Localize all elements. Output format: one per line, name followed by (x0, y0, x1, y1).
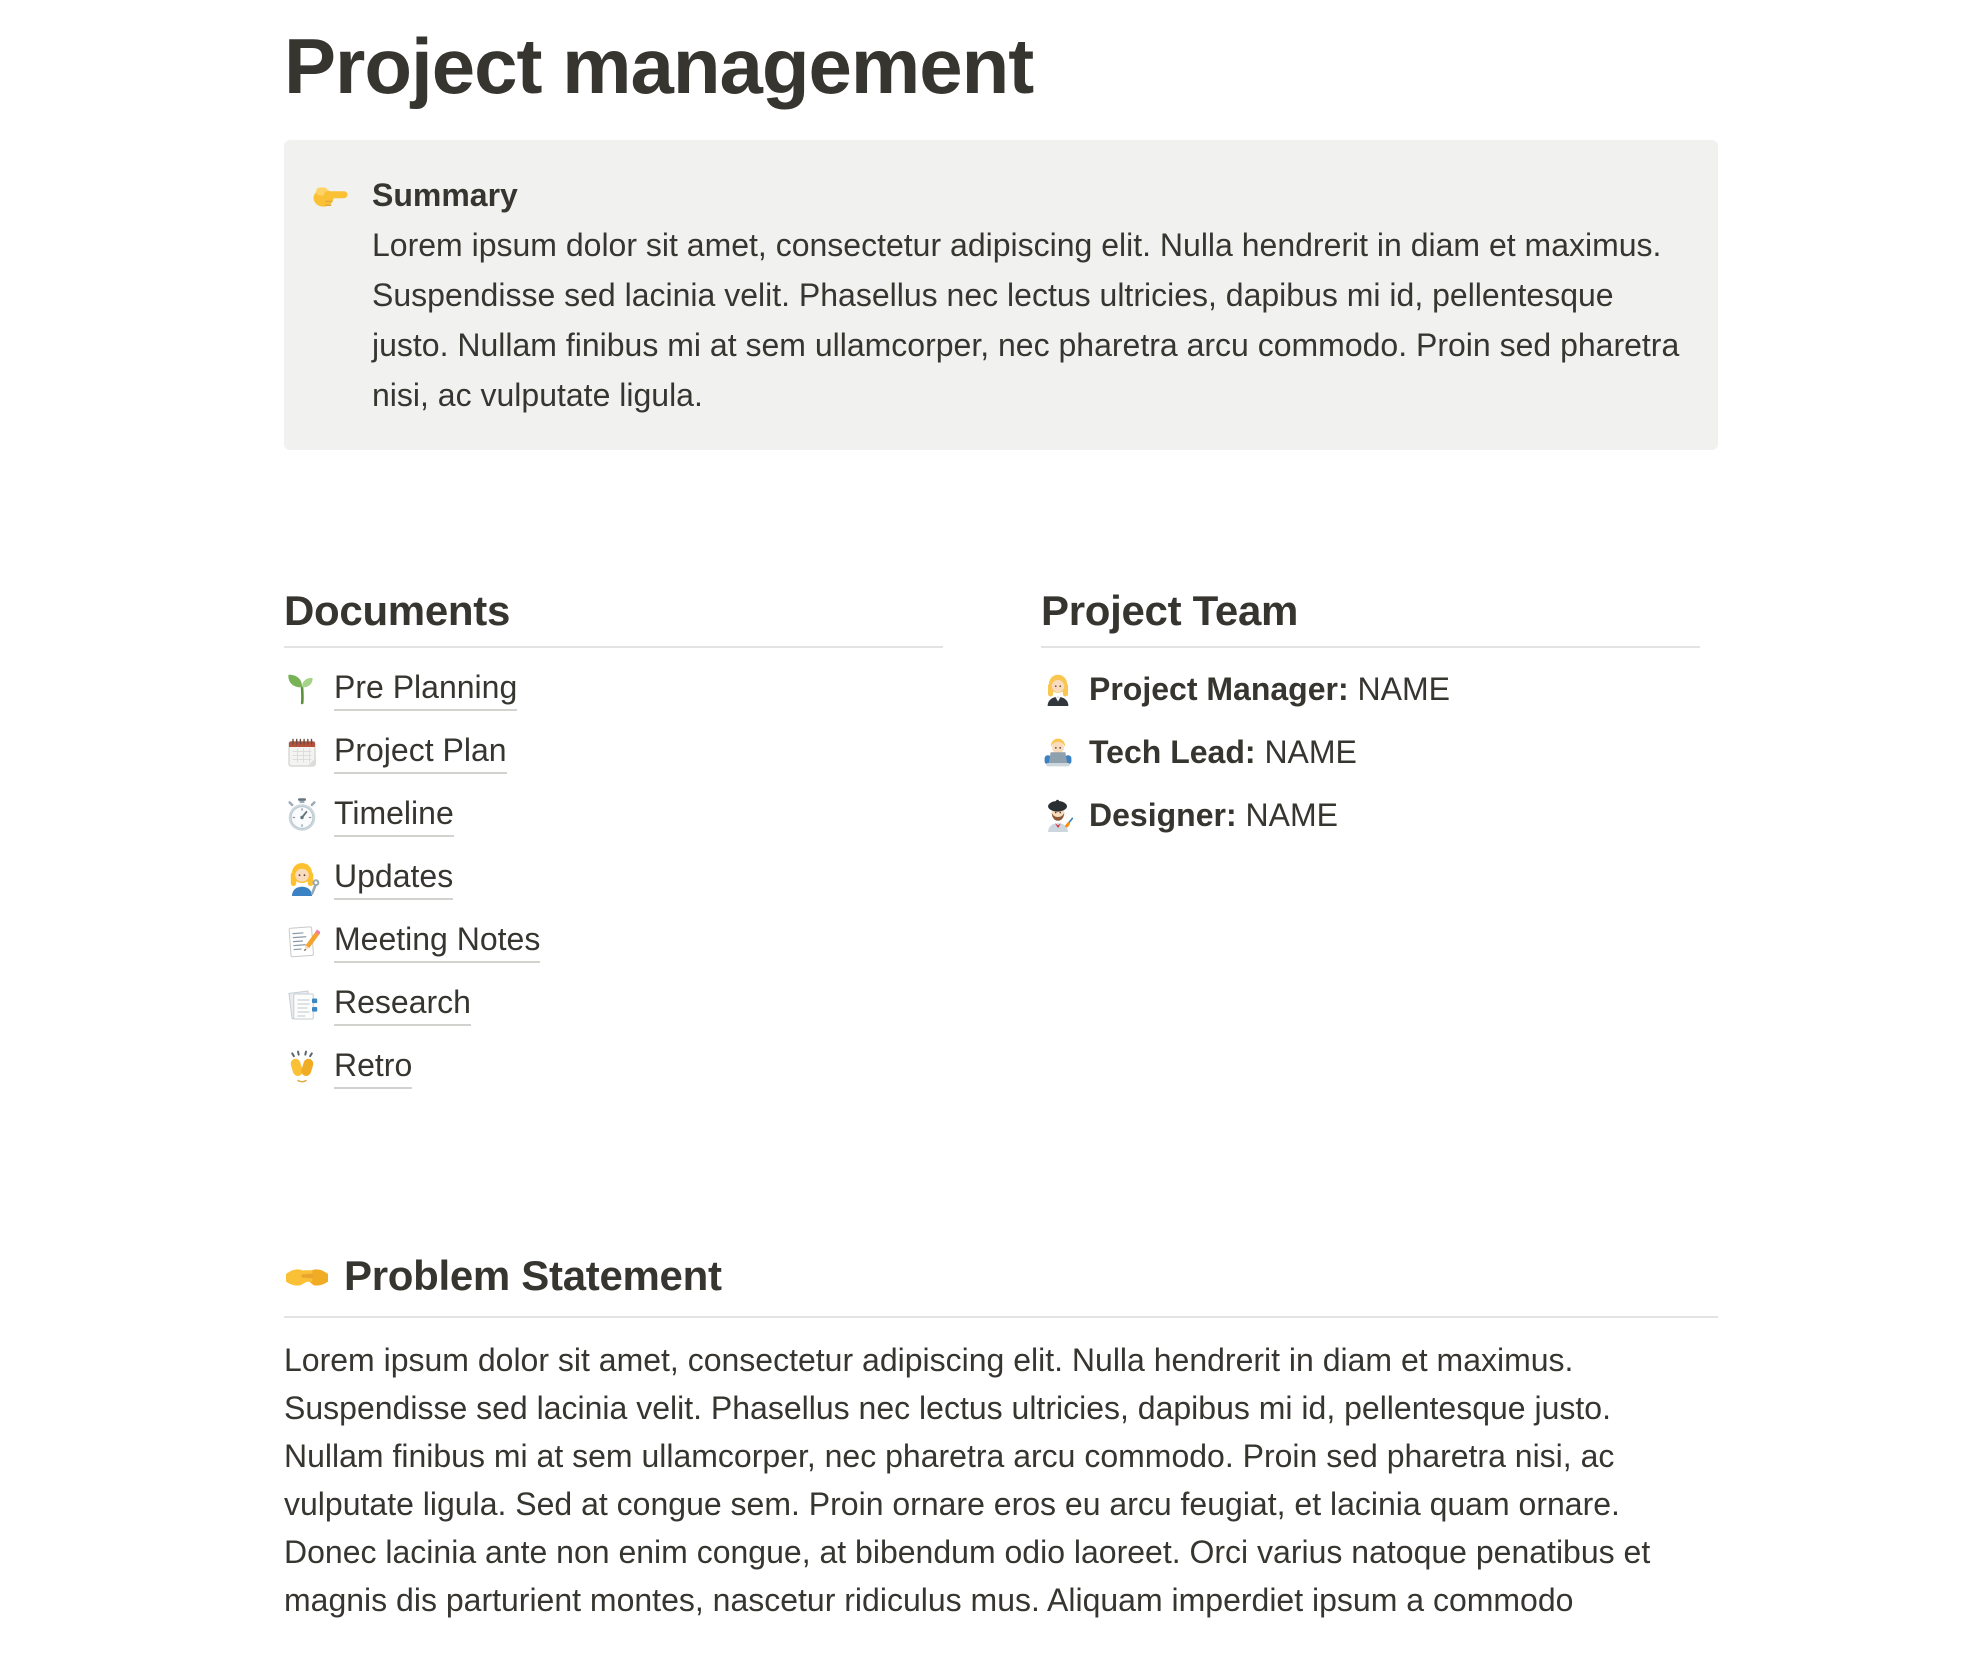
stopwatch-icon (284, 797, 320, 833)
member-role: Project Manager: (1089, 671, 1349, 708)
document-item (284, 973, 943, 1036)
member-name: NAME (1357, 671, 1450, 708)
documents-heading: Documents (284, 586, 511, 634)
seedling-icon (284, 671, 320, 707)
document-item (284, 658, 943, 721)
document-item (284, 910, 943, 973)
problem-statement-body: Lorem ipsum dolor sit amet, consectetur adipiscing elit. Nulla hendrerit in diam et maximus. Suspendisse sed lacinia velit. Phasellus nec lectus ultricies, dapibus mi id, pellentesque justo. Nullam finibus mi at sem ullamcorper, nec pharetra arcu commodo. Proin sed pharetra nisi, ac vulputate ligula. Sed at congue sem. Proin ornare eros eu arcu feugiat, et lacinia quam ornare. Donec lacinia ante non enim congue, at bibendum odio laoreet. Orci varius natoque penatibus et magnis dis parturient montes, nascetur ridiculus mus. Aliquam imperdiet ipsum a commodo (284, 1341, 1651, 1618)
woman-office-worker-icon (1041, 672, 1075, 706)
problem-statement-section (284, 1249, 1718, 1624)
documents-divider (284, 646, 943, 648)
document-item (284, 847, 943, 910)
document-link-retro[interactable]: Retro (334, 1045, 412, 1089)
point-right-icon (310, 175, 350, 215)
summary-body: Lorem ipsum dolor sit amet, consectetur adipiscing elit. Nulla hendrerit in diam et maximus. Suspendisse sed lacinia velit. Phasellus nec lectus ultricies, dapibus mi id, pellentesque justo. Nullam finibus mi at sem ullamcorper, nec pharetra arcu commodo. Proin sed pharetra nisi, ac vulputate ligula. (372, 226, 1680, 413)
document-link-meeting-notes[interactable]: Meeting Notes (334, 919, 540, 963)
page-title: Project management (284, 22, 1034, 110)
member-name: NAME (1245, 797, 1338, 834)
project-team-section (1041, 588, 1700, 1099)
document-item (284, 784, 943, 847)
summary-callout-text (372, 170, 1682, 420)
member-role: Tech Lead: (1089, 734, 1256, 771)
problem-statement-heading-row (284, 1249, 1718, 1304)
team-list (1041, 658, 1700, 847)
document-link-pre-planning[interactable]: Pre Planning (334, 667, 517, 711)
man-technologist-icon (1041, 735, 1075, 769)
document-item (284, 721, 943, 784)
problem-statement-divider (284, 1316, 1718, 1318)
member-name: NAME (1264, 734, 1357, 771)
woman-mechanic-icon (284, 860, 320, 896)
document-item (284, 1036, 943, 1099)
spiral-calendar-icon (284, 734, 320, 770)
memo-icon (284, 923, 320, 959)
document-link-research[interactable]: Research (334, 982, 471, 1026)
summary-callout (284, 140, 1718, 450)
team-member-text (1089, 669, 1450, 709)
project-team-divider (1041, 646, 1700, 648)
team-member (1041, 721, 1700, 784)
man-artist-icon (1041, 798, 1075, 832)
problem-statement-heading: Problem Statement (344, 1252, 722, 1300)
project-team-heading: Project Team (1041, 586, 1299, 634)
documents-section (284, 588, 943, 1099)
clapping-hands-icon (284, 1049, 320, 1085)
member-role: Designer: (1089, 797, 1237, 834)
documents-list (284, 658, 943, 1099)
team-member-text (1089, 732, 1357, 772)
document-link-project-plan[interactable]: Project Plan (334, 730, 507, 774)
document-link-updates[interactable]: Updates (334, 856, 453, 900)
two-column-layout (284, 588, 1700, 1099)
team-member (1041, 658, 1700, 721)
summary-heading: Summary (372, 176, 518, 213)
team-member (1041, 784, 1700, 847)
team-member-text (1089, 795, 1338, 835)
handshake-icon (284, 1259, 330, 1293)
document-link-timeline[interactable]: Timeline (334, 793, 454, 837)
bookmark-tabs-icon (284, 986, 320, 1022)
notion-page (0, 22, 1978, 1624)
